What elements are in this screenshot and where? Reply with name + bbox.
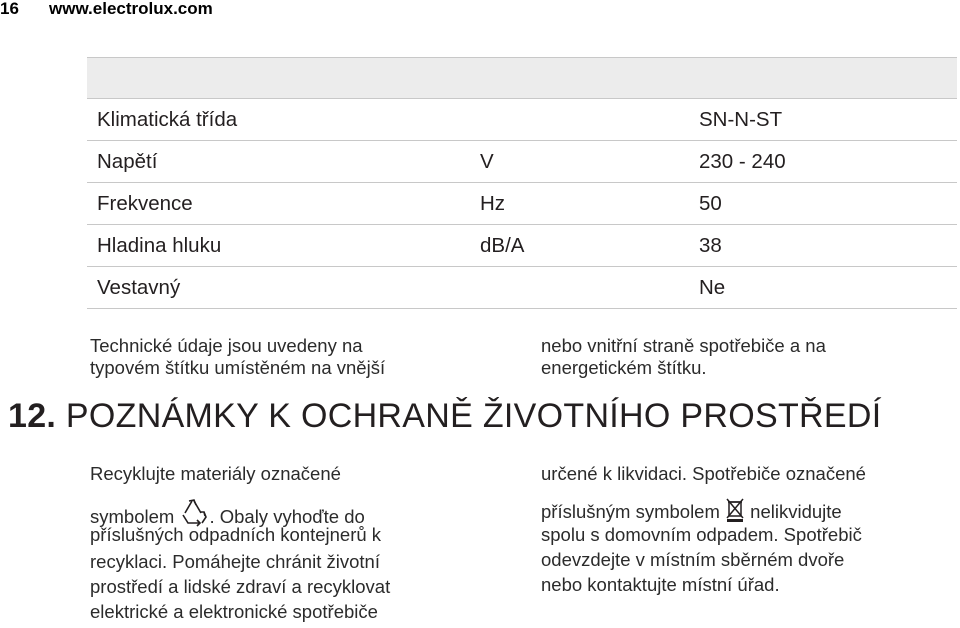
spec-table bbox=[87, 57, 957, 309]
row-unit: dB/A bbox=[480, 234, 525, 257]
text-line: nebo kontaktujte místní úřad. bbox=[541, 574, 780, 595]
row-label: Hladina hluku bbox=[97, 234, 222, 257]
text-line: určené k likvidaci. Spotřebiče označené bbox=[541, 463, 866, 484]
row-value: Ne bbox=[699, 276, 726, 299]
row-label: Klimatická třída bbox=[97, 108, 238, 131]
crossed-bin-icon bbox=[725, 497, 745, 525]
website-url[interactable]: www.electrolux.com bbox=[49, 0, 213, 18]
text-line: nebo vnitřní straně spotřebiče a na bbox=[541, 335, 826, 356]
row-unit: V bbox=[480, 150, 494, 173]
text-fragment: symbolem bbox=[90, 506, 175, 527]
table-header-row bbox=[87, 57, 957, 98]
row-value: 50 bbox=[699, 192, 722, 215]
table-row bbox=[87, 98, 957, 140]
text-line: odevzdejte v místním sběrném dvoře bbox=[541, 549, 845, 570]
row-value: 38 bbox=[699, 234, 722, 257]
row-label: Vestavný bbox=[97, 276, 181, 299]
row-value: SN-N-ST bbox=[699, 108, 783, 131]
text-line: prostředí a lidské zdraví a recyklovat bbox=[90, 576, 391, 597]
table-row bbox=[87, 224, 957, 266]
text-line: Technické údaje jsou uvedeny na bbox=[90, 335, 363, 356]
text-line-with-icon bbox=[541, 497, 842, 525]
text-line: recyklaci. Pomáhejte chránit životní bbox=[90, 551, 380, 572]
row-label: Napětí bbox=[97, 150, 158, 173]
table-row bbox=[87, 182, 957, 224]
row-value: 230 - 240 bbox=[699, 150, 786, 173]
section-heading bbox=[8, 397, 881, 436]
row-unit: Hz bbox=[480, 192, 506, 215]
section-number: 12. bbox=[8, 397, 57, 435]
table-row bbox=[87, 266, 957, 309]
text-line: typovém štítku umístěném na vnější bbox=[90, 357, 386, 378]
table-row bbox=[87, 140, 957, 182]
text-line: elektrické a elektronické spotřebiče bbox=[90, 601, 378, 622]
page-number: 16 bbox=[0, 0, 19, 18]
text-line: energetickém štítku. bbox=[541, 357, 707, 378]
text-line: Recyklujte materiály označené bbox=[90, 463, 341, 484]
text-line: spolu s domovním odpadem. Spotřebič bbox=[541, 524, 862, 545]
text-fragment: . Obaly vyhoďte do bbox=[209, 506, 365, 527]
text-line: příslušných odpadních kontejnerů k bbox=[90, 524, 382, 545]
text-fragment: příslušným symbolem bbox=[541, 501, 720, 522]
text-fragment: nelikvidujte bbox=[750, 501, 842, 522]
section-title: POZNÁMKY K OCHRANĚ ŽIVOTNÍHO PROSTŘEDÍ bbox=[65, 397, 882, 435]
row-label: Frekvence bbox=[97, 192, 193, 215]
